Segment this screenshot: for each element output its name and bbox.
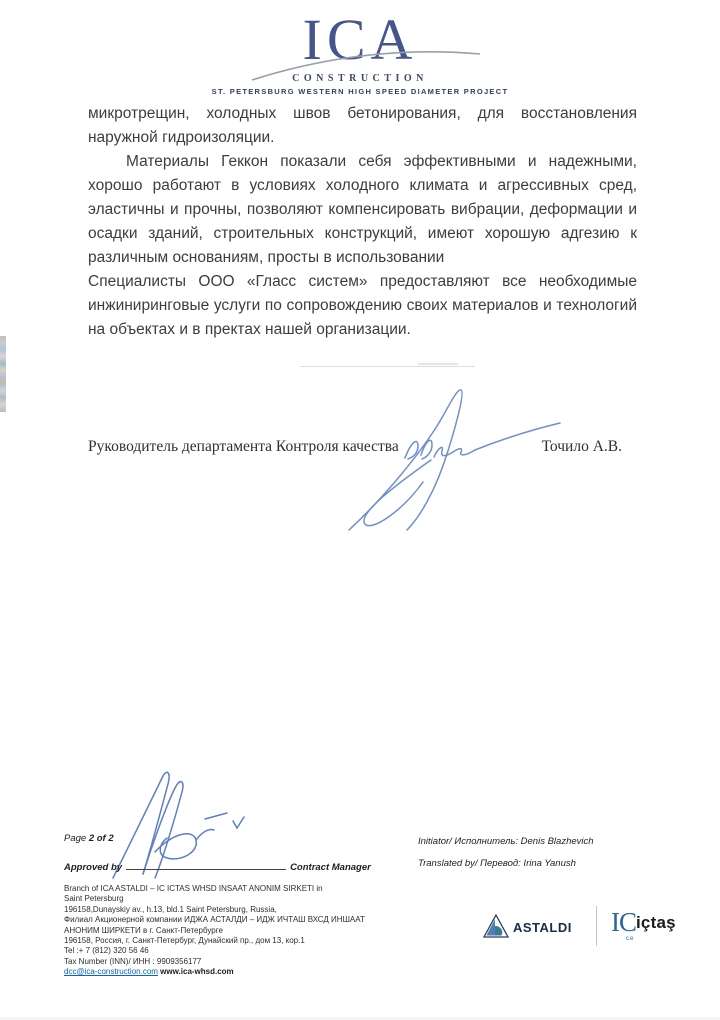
astaldi-triangle-icon xyxy=(483,914,509,938)
approved-by-signature-line xyxy=(126,860,286,870)
paragraph-2: Материалы Геккон показали себя эффективными и надежными, хорошо работают в условиях холодного климата и агрессивных сред, эластичны и прочны, позволяют компенсировать вибрации, деформации и осадки зданий, строительных конструкций, имеют хорошую адгезию к различным основаниям, просты в использовании xyxy=(88,153,637,266)
translated-by-line: Translated by/ Перевод: Irina Yanush xyxy=(418,858,576,869)
paragraph-3: Специалисты ООО «Гласс систем» предоставляют все необходимые инжиниринговые услуги по сопровождению своих материалов и технологий на объектах и в пректах нашей организации. xyxy=(88,273,637,338)
tax-number-line: Tax Number (INN)/ ИНН : 9909356177 xyxy=(64,956,202,966)
signature-image xyxy=(335,378,570,536)
company-logo xyxy=(0,7,720,96)
scan-faint-mark xyxy=(418,363,458,365)
ica-logo-text: ICA xyxy=(302,7,418,72)
address-line: Филиал Акционерной компании ИДЖА АСТАЛДИ – ИДЖ ИЧТАШ ВХСД ИНШААТ xyxy=(64,915,365,925)
address-line: 196158, Россия, г. Санкт-Петербург, Дунайский пр., дом 13, кор.1 xyxy=(64,936,305,946)
approved-by-label: Approved by xyxy=(64,862,123,873)
address-line: 196158,Dunayskiy av., h.13, bld.1 Saint Petersburg, Russia, xyxy=(64,904,277,914)
letter-body xyxy=(88,102,637,342)
approved-by-role: Contract Manager xyxy=(290,862,371,873)
address-line: АНОНИМ ШИРКЕТИ в г. Санкт-Петербурге xyxy=(64,925,223,935)
company-address-block xyxy=(64,884,394,978)
address-line: Saint Petersburg xyxy=(64,894,124,904)
logo-project-line: ST. PETERSBURG WESTERN HIGH SPEED DIAMETER PROJECT xyxy=(211,87,509,96)
ictas-ic-text: IC xyxy=(611,907,636,937)
astaldi-logo-text: ASTALDI xyxy=(513,920,572,935)
address-line: Branch of ICA ASTALDI – IC ICTAS WHSD INSAAT ANONIM SIRKETI in xyxy=(64,884,323,893)
logo-divider xyxy=(596,906,597,946)
page-number: 2 of 2 xyxy=(88,833,114,844)
scan-faint-line xyxy=(300,366,475,367)
phone-line: Tel :+ 7 (812) 320 56 46 xyxy=(64,946,149,956)
logo-subtitle: CONSTRUCTION xyxy=(292,73,428,84)
scan-noise-strip xyxy=(0,336,6,412)
paragraph-1: микротрещин, холодных швов бетонирования, для восстановления наружной гидроизоляции. xyxy=(88,105,637,146)
ictas-sub-text: ce xyxy=(626,936,635,942)
logo-arc-icon xyxy=(240,40,490,84)
ictas-name-text: içtaş xyxy=(636,913,676,932)
email-link[interactable]: dcc@ica-construction.com xyxy=(64,967,158,977)
signoff-name: Точило А.В. xyxy=(541,438,622,455)
partner-logos xyxy=(483,905,683,953)
contact-line xyxy=(64,967,394,977)
page-label: Page xyxy=(64,833,87,844)
signoff-title: Руководитель департамента Контроля качества xyxy=(88,438,399,455)
initiator-line: Initiator/ Исполнитель: Denis Blazhevich xyxy=(418,836,594,847)
approved-by-line xyxy=(64,860,371,873)
ictas-logo xyxy=(611,907,676,942)
website-text: www.ica-whsd.com xyxy=(160,967,234,977)
